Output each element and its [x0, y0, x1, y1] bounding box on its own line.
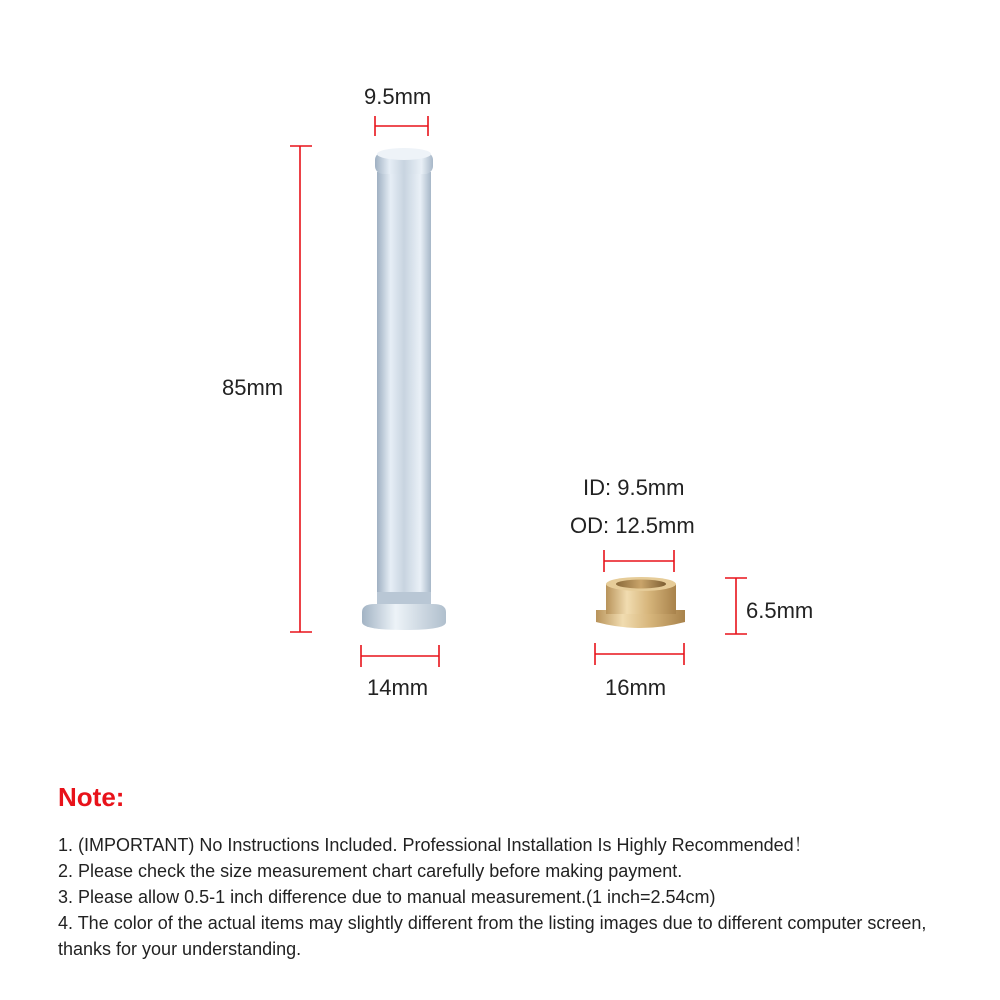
hinge-pin	[362, 148, 446, 630]
pin-length-label: 85mm	[222, 375, 284, 400]
bushing-flange-width-label: 16mm	[605, 675, 667, 700]
pin-tip-face	[377, 148, 431, 160]
note-item: 4. The color of the actual items may slightly different from the listing images due to different computer screen, thanks for your understanding.	[58, 913, 927, 959]
pin-head	[362, 604, 446, 630]
bushing-od-label: OD: 12.5mm	[570, 513, 695, 538]
pin-head-width-label: 14mm	[367, 675, 429, 700]
bushing	[596, 577, 685, 628]
note-item: 3. Please allow 0.5-1 inch difference due to manual measurement.(1 inch=2.54cm)	[58, 887, 716, 907]
pin-shaft	[377, 172, 431, 602]
note-title: Note:	[58, 782, 125, 812]
note-item: 1. (IMPORTANT) No Instructions Included. Professional Installation Is Highly Recommended！	[58, 835, 812, 855]
dimension-lines	[290, 116, 747, 667]
bushing-id-label: ID: 9.5mm	[583, 475, 685, 500]
pin-top-width-label: 9.5mm	[364, 84, 432, 109]
note-item: 2. Please check the size measurement chart carefully before making payment.	[58, 861, 683, 881]
bushing-height-label: 6.5mm	[746, 598, 814, 623]
bushing-bore	[616, 580, 666, 589]
note-list	[58, 832, 968, 962]
